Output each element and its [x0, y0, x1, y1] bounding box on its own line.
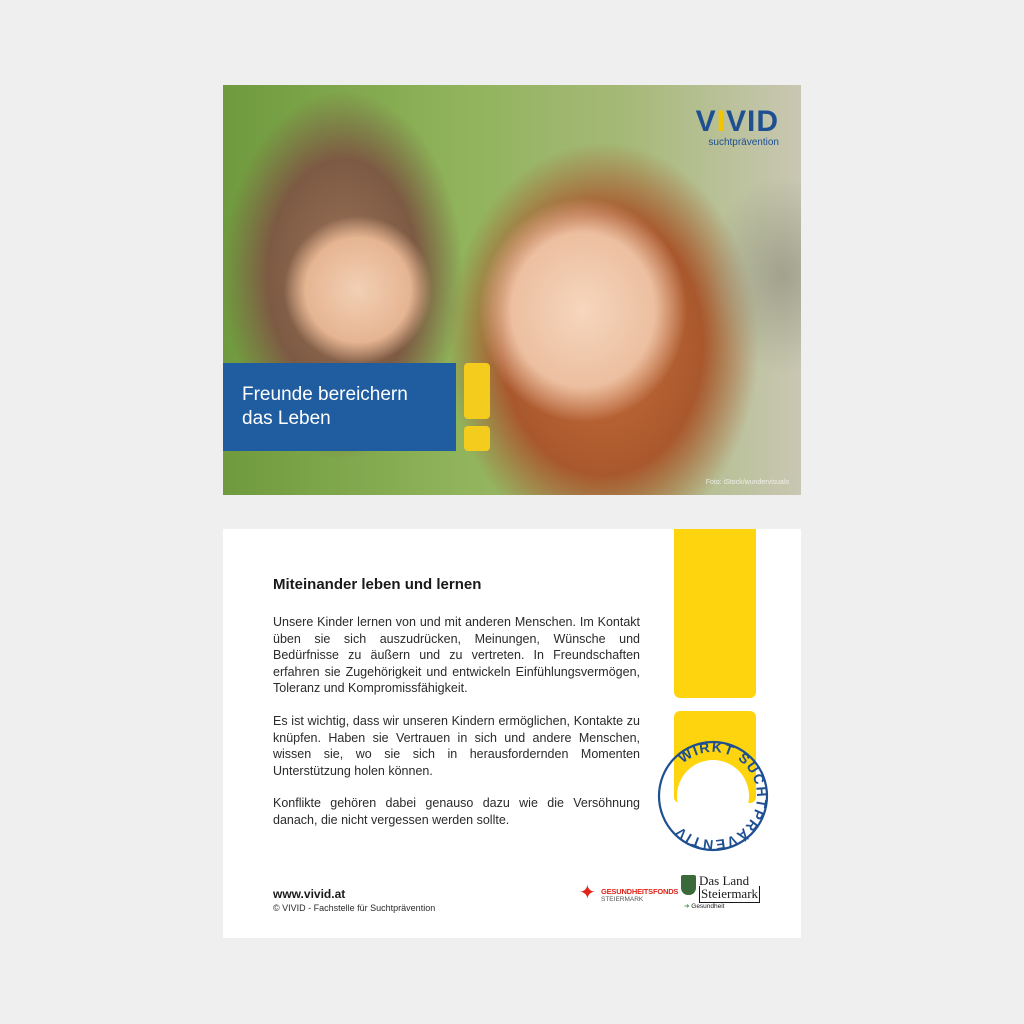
logo-word-part: V	[695, 105, 717, 138]
exclamation-dot	[464, 426, 490, 451]
yellow-exclamation-bar	[674, 529, 756, 698]
logo-subtitle: suchtprävention	[708, 137, 779, 148]
paragraph: Es ist wichtig, dass wir unseren Kindern ermöglichen, Kontakte zu knüpfen. Haben sie Vertrauen in sich und andere Menschen, wissen sie, wo sie sich in herausfordernden Momenten Unterstützung holen können.	[273, 713, 640, 778]
gesundheitsfonds-star-icon: ✦	[579, 882, 596, 904]
paragraph: Unsere Kinder lernen von und mit anderen Menschen. Im Kontakt üben sie sich auszudrücken, Meinungen, Wünsche und Bedürfnisse zu äußern und zu vertreten. In Freundschaften erfahren sie Zugehörigkeit und entwickeln Einfühlungsvermögen, Toleranz und Kompromissfähigkeit.	[273, 615, 640, 696]
land-line-2: Steiermark	[701, 886, 759, 901]
land-steiermark-logo	[681, 873, 759, 915]
exclamation-bar	[464, 363, 490, 419]
copyright-text: © VIVID - Fachstelle für Suchtprävention	[273, 903, 436, 913]
vivid-logo	[696, 107, 779, 148]
land-line-1: Das Land	[699, 873, 750, 888]
steiermark-crest-icon	[681, 875, 696, 895]
arrow-icon: ➔	[684, 903, 690, 910]
postcard-back	[223, 529, 801, 938]
postcard-front	[223, 85, 801, 495]
paragraph: Konflikte gehören dabei genauso dazu wie die Versöhnung danach, die nicht vergessen werden sollte.	[273, 796, 640, 827]
website-url: www.vivid.at	[273, 887, 346, 901]
gesundheitsfonds-logo	[579, 881, 679, 907]
logo-word-i: I	[716, 105, 726, 138]
page-heading: Miteinander leben und lernen	[273, 576, 482, 593]
land-line-3: Gesundheit	[691, 903, 725, 910]
gesundheitsfonds-name: GESUNDHEITSFONDS	[601, 887, 679, 896]
photo-credit: Foto: iStock/wundervisuals	[705, 479, 789, 486]
gesundheitsfonds-sub: STEIERMARK	[601, 896, 644, 903]
stamp-text: WIRKT SUCHTPRÄVENTIV	[671, 738, 771, 854]
headline-line-2: das Leben	[242, 408, 331, 429]
headline-box	[223, 363, 456, 451]
logo-word-part: VID	[725, 105, 779, 138]
headline-line-1: Freunde bereichern	[242, 384, 408, 405]
wirkt-suchtpraevention-stamp	[655, 738, 771, 854]
body-text	[273, 614, 640, 845]
